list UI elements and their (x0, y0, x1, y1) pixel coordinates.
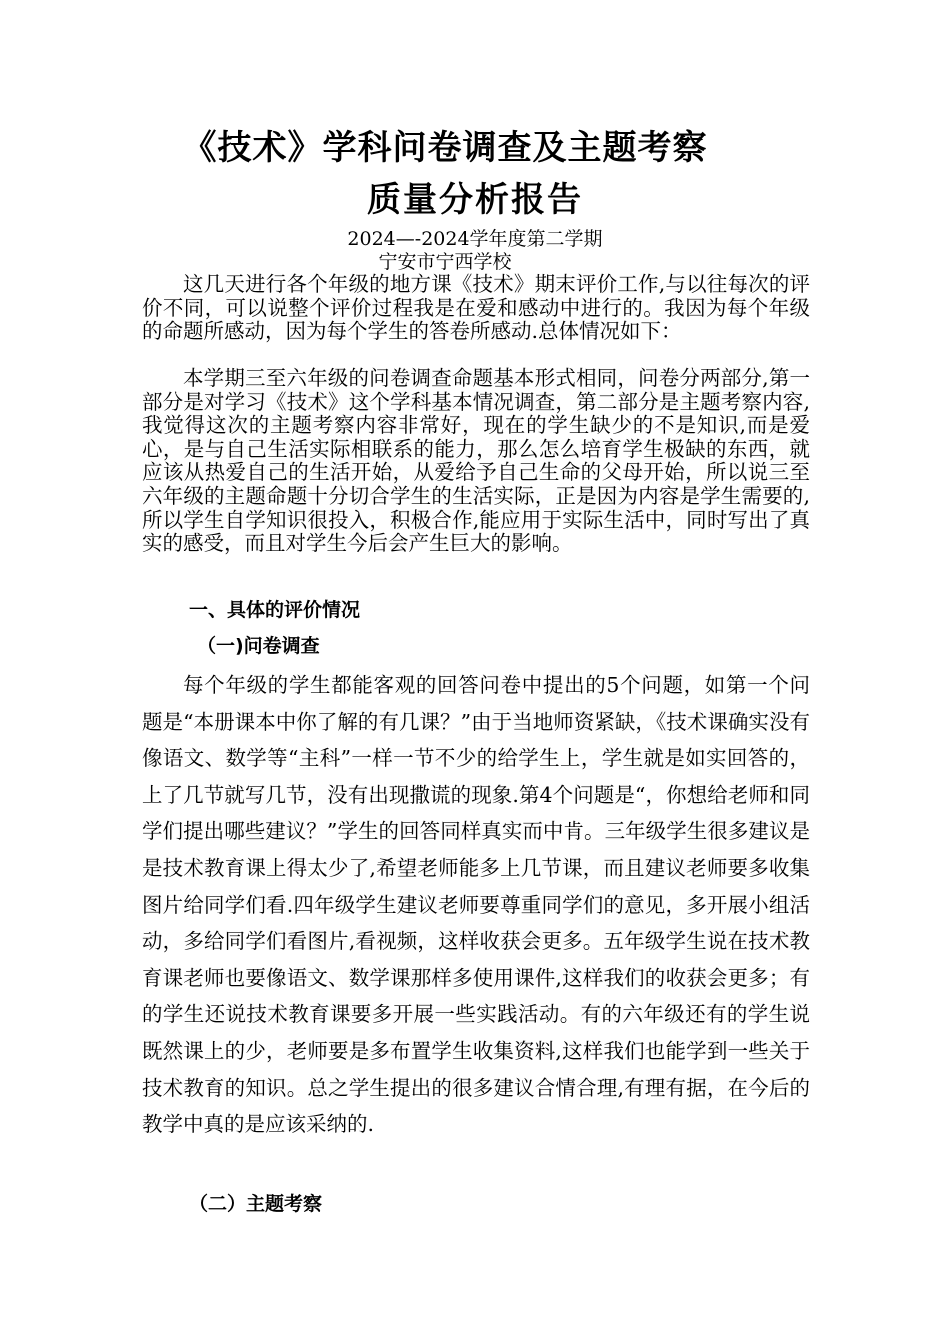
document-title-line-1: 《技术》学科问卷调查及主题考察 (182, 128, 708, 168)
overview-paragraph: 本学期三至六年级的问卷调查命题基本形式相同，问卷分两部分,第一部分是对学习《技术》这个学科基本情况调查，第二部分是主题考察内容,我觉得这次的主题考察内容非常好，现在的学生缺少的不是知识,而是爱心，是与自己生活实际相联系的能力，那么怎么培育学生极缺的东西，就应该从热爱自己的生活开始，从爱给予自己生命的父母开始，所以说三至六年级的主题命题十分切合学生的生活实际，正是因为内容是学生需要的,所以学生自学知识很投入，积极合作,能应用于实际生活中，同时写出了真实的感受，而且对学生今后会产生巨大的影响。 (142, 366, 810, 556)
subsection-heading-theme-inspection: （二）主题考察 (189, 1193, 323, 1215)
intro-paragraph: 这几天进行各个年级的地方课《技术》期末评价工作,与以往每次的评价不同，可以说整个评价过程我是在爱和感动中进行的。我因为每个年级的命题所感动，因为每个学生的答卷所感动.总体情况如下： (142, 272, 810, 344)
document-title-line-2: 质量分析报告 (367, 180, 583, 220)
subsection-heading-questionnaire: （一)问卷调查 (197, 635, 320, 657)
school-term: 2024—-2024学年度第二学期 (347, 228, 603, 250)
section-heading-evaluation: 一、具体的评价情况 (189, 599, 361, 621)
questionnaire-paragraph: 每个年级的学生都能客观的回答问卷中提出的5个问题，如第一个问题是“本册课本中你了解的有几课？”由于当地师资紧缺，《技术课确实没有像语文、数学等“主科”一样一节不少的给学生上，学生就是如实回答的，上了几节就写几节，没有出现撒谎的现象.第4个问题是“，你想给老师和同学们提出哪些建议？”学生的回答同样真实而中肯。三年级学生很多建议是是技术教育课上得太少了,希望老师能多上几节课，而且建议老师要多收集图片给同学们看.四年级学生建议老师要尊重同学们的意见，多开展小组活动，多给同学们看图片,看视频，这样收获会更多。五年级学生说在技术教育课老师也要像语文、数学课那样多使用课件,这样我们的收获会更多；有的学生还说技术教育课要多开展一些实践活动。有的六年级还有的学生说既然课上的少，老师要是多布置学生收集资料,这样我们也能学到一些关于技术教育的知识。总之学生提出的很多建议合情合理,有理有据，在今后的教学中真的是应该采纳的. (142, 673, 810, 1137)
school-name: 宁安市宁西学校 (378, 251, 512, 273)
